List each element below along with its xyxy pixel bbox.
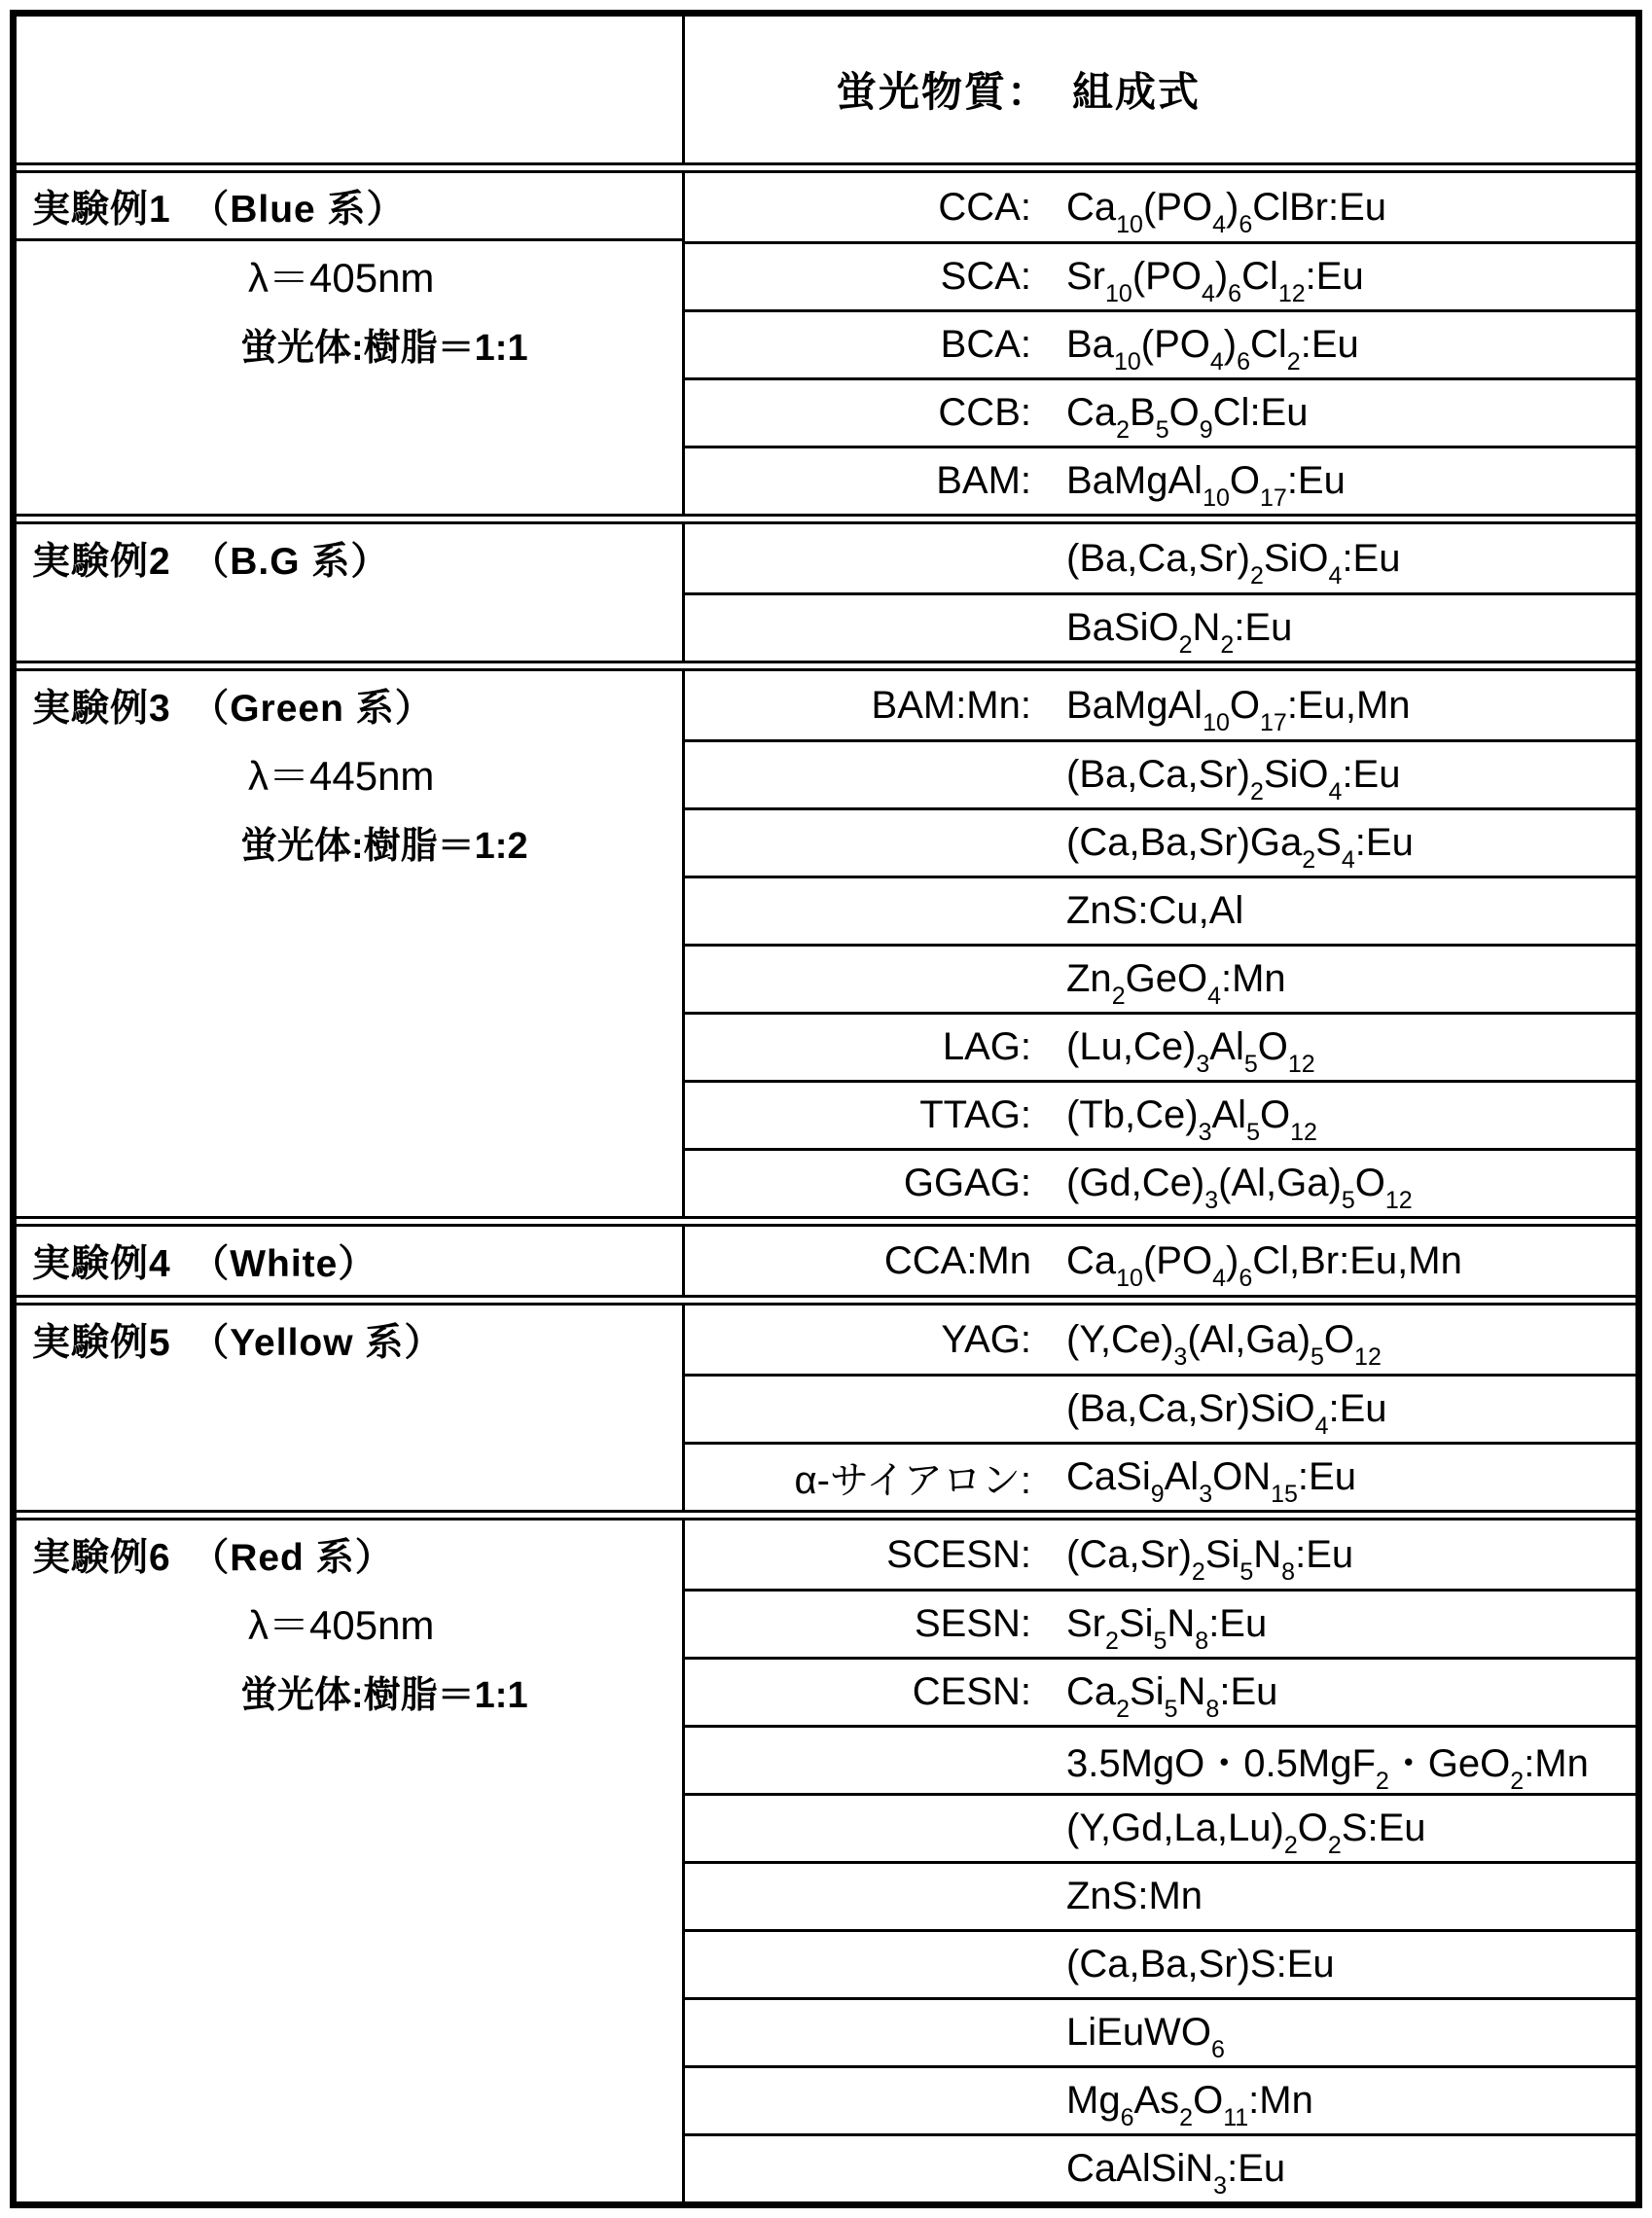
experiment-blocks	[17, 173, 1635, 2201]
table-row	[685, 173, 1635, 241]
experiment-title: 実験例3 （Green 系）	[32, 688, 434, 730]
experiment-label-cell	[17, 524, 682, 661]
phosphor-formula: $BaSiO_2N_2:Eu$	[1066, 606, 1293, 659]
phosphor-formula: ZnS:Mn	[1066, 1875, 1203, 1917]
phosphor-name: SCESN:	[886, 1532, 1031, 1576]
table-row	[685, 1306, 1635, 1374]
experiment-block	[17, 1227, 1635, 1295]
phosphor-formula: 3.5MgO・0.5MgF$_2$・GeO$_2$:Mn	[1066, 1742, 1589, 1795]
phosphor-resin-ratio-label: 蛍光体:樹脂＝1:1	[240, 1674, 528, 1716]
phosphor-formula: $Ca_2B_5O_9Cl:Eu$	[1066, 391, 1309, 444]
experiment-title: 実験例5 （Yellow 系）	[32, 1322, 444, 1364]
phosphor-formula: $BaMgAl_{10}O_{17}:Eu,Mn$	[1066, 683, 1411, 736]
phosphor-name: BCA:	[940, 323, 1031, 366]
phosphor-formula: $(Gd,Ce)_3(Al,Ga)_5O_{12}$	[1066, 1162, 1413, 1214]
header-phosphor-cell	[682, 17, 1635, 162]
phosphor-formula: $Zn_2GeO_4:Mn$	[1066, 957, 1286, 1010]
experiment-title: 実験例6 （Red 系）	[32, 1537, 394, 1579]
phosphor-rows	[682, 671, 1635, 1216]
block-double-rule	[17, 1295, 1635, 1306]
experiment-label-cell	[17, 671, 682, 1216]
phosphor-formula: $(Ca,Ba,Sr)Ga_2S_4:Eu$	[1066, 821, 1414, 874]
phosphor-name: CESN:	[912, 1670, 1031, 1713]
table-row	[685, 671, 1635, 739]
excitation-wavelength-label: λ＝445nm	[248, 753, 435, 799]
phosphor-name: BAM:Mn:	[871, 683, 1031, 727]
table-row	[685, 1227, 1635, 1295]
phosphor-formula: $(Ba,Ca,Sr)_2SiO_4:Eu$	[1066, 753, 1401, 805]
phosphor-formula: LiEuWO$_6$	[1066, 2011, 1225, 2063]
excitation-wavelength-label: λ＝405nm	[248, 1602, 435, 1648]
phosphor-name: α-サイアロン:	[794, 1459, 1031, 1502]
table-row	[685, 1793, 1635, 1861]
block-double-rule	[17, 514, 1635, 524]
phosphor-rows	[682, 1306, 1635, 1510]
experiment-block	[17, 173, 1635, 514]
phosphor-name: SCA:	[940, 255, 1031, 298]
phosphor-formula: $(Tb,Ce)_3Al_5O_{12}$	[1066, 1093, 1317, 1146]
phosphor-formula: $Sr_2Si_5N_8:Eu$	[1066, 1602, 1268, 1655]
phosphor-name: YAG:	[941, 1317, 1031, 1361]
table-row	[685, 1861, 1635, 1929]
experiment-block	[17, 524, 1635, 661]
phosphor-name: CCB:	[938, 391, 1031, 434]
table-row	[685, 1725, 1635, 1793]
table-row	[685, 1929, 1635, 1997]
excitation-wavelength-label: λ＝405nm	[248, 255, 435, 301]
table-row	[685, 2065, 1635, 2133]
table-row	[685, 807, 1635, 876]
table-row	[685, 446, 1635, 514]
phosphor-formula: $CaSi_9Al_3ON_{15}:Eu$	[1066, 1455, 1356, 1508]
experiment-label-cell	[17, 1306, 682, 1510]
table-row	[685, 1012, 1635, 1080]
table-row	[685, 1997, 1635, 2065]
table-row	[685, 1657, 1635, 1725]
phosphor-formula: $Ba_{10}(PO_4)_6Cl_2:Eu$	[1066, 323, 1359, 376]
table-row	[685, 739, 1635, 807]
phosphor-formula: $(Y,Ce)_3(Al,Ga)_5O_{12}$	[1066, 1317, 1382, 1371]
phosphor-rows	[682, 524, 1635, 661]
phosphor-formula: CaAlSiN$_3$:Eu	[1066, 2147, 1286, 2200]
block-double-rule	[17, 1216, 1635, 1227]
phosphor-name: GGAG:	[903, 1162, 1031, 1204]
phosphor-name: TTAG:	[919, 1093, 1031, 1136]
phosphor-formula: (Ba,Ca,Sr)SiO$_4$:Eu	[1066, 1387, 1387, 1440]
phosphor-name: LAG:	[942, 1025, 1031, 1068]
table-row	[685, 377, 1635, 446]
phosphor-formula: ZnS:Cu,Al	[1066, 889, 1244, 932]
table-row	[685, 2133, 1635, 2201]
phosphor-resin-ratio-label: 蛍光体:樹脂＝1:2	[240, 825, 528, 867]
phosphor-formula: $Sr_{10}(PO_4)_6Cl_{12}:Eu$	[1066, 255, 1364, 307]
phosphor-rows	[682, 173, 1635, 514]
block-double-rule	[17, 661, 1635, 671]
phosphor-formula: (Ca,Ba,Sr)S:Eu	[1066, 1943, 1335, 1985]
phosphor-formula: $BaMgAl_{10}O_{17}:Eu$	[1066, 459, 1346, 512]
experiment-title: 実験例1 （Blue 系）	[17, 173, 682, 241]
table-row	[685, 524, 1635, 592]
phosphor-name: BAM:	[936, 459, 1031, 502]
experiment-block	[17, 671, 1635, 1216]
phosphor-table	[10, 10, 1642, 2208]
phosphor-formula: $Ca_{10}(PO_4)_6ClBr:Eu$	[1066, 185, 1387, 238]
phosphor-formula: $(Y,Gd,La,Lu)_2O_2S:Eu$	[1066, 1807, 1426, 1859]
table-row	[685, 1148, 1635, 1216]
table-header-row	[17, 17, 1635, 162]
table-row	[685, 1589, 1635, 1657]
phosphor-formula: $(Ca,Sr)_2Si_5N_8:Eu$	[1066, 1532, 1354, 1586]
table-row	[685, 592, 1635, 661]
table-row	[685, 1080, 1635, 1148]
header-blank-cell	[17, 17, 682, 162]
phosphor-rows	[682, 1227, 1635, 1295]
phosphor-formula: $Ca_{10}(PO_4)_6Cl,Br:Eu,Mn$	[1066, 1238, 1462, 1292]
experiment-label-cell	[17, 1520, 682, 2201]
phosphor-resin-ratio-label: 蛍光体:樹脂＝1:1	[240, 327, 528, 369]
phosphor-formula: $(Lu,Ce)_3Al_5O_{12}$	[1066, 1025, 1315, 1078]
table-row	[685, 1442, 1635, 1510]
table-row	[685, 1374, 1635, 1442]
table-row	[685, 944, 1635, 1012]
header-double-rule	[17, 162, 1635, 173]
experiment-label-cell	[17, 1227, 682, 1295]
experiment-block	[17, 1520, 1635, 2201]
phosphor-rows	[682, 1520, 1635, 2201]
table-row	[685, 1520, 1635, 1589]
block-double-rule	[17, 1510, 1635, 1520]
phosphor-name: SESN:	[914, 1602, 1031, 1645]
phosphor-name: CCA:	[938, 185, 1031, 229]
experiment-title: 実験例4 （White）	[32, 1243, 377, 1285]
table-row	[685, 309, 1635, 377]
experiment-label-cell	[17, 173, 682, 514]
experiment-block	[17, 1306, 1635, 1510]
phosphor-formula: $(Ba,Ca,Sr)_2SiO_4:Eu$	[1066, 536, 1401, 590]
phosphor-formula: $Ca_2Si_5N_8:Eu$	[1066, 1670, 1278, 1723]
table-row	[685, 241, 1635, 309]
phosphor-name: CCA:Mn	[883, 1238, 1031, 1282]
phosphor-formula: $Mg_6As_2O_{11}:Mn$	[1066, 2079, 1313, 2131]
table-row	[685, 876, 1635, 944]
experiment-title: 実験例2 （B.G 系）	[32, 541, 390, 583]
phosphor-column-title: 蛍光物質： 組成式	[836, 69, 1202, 115]
